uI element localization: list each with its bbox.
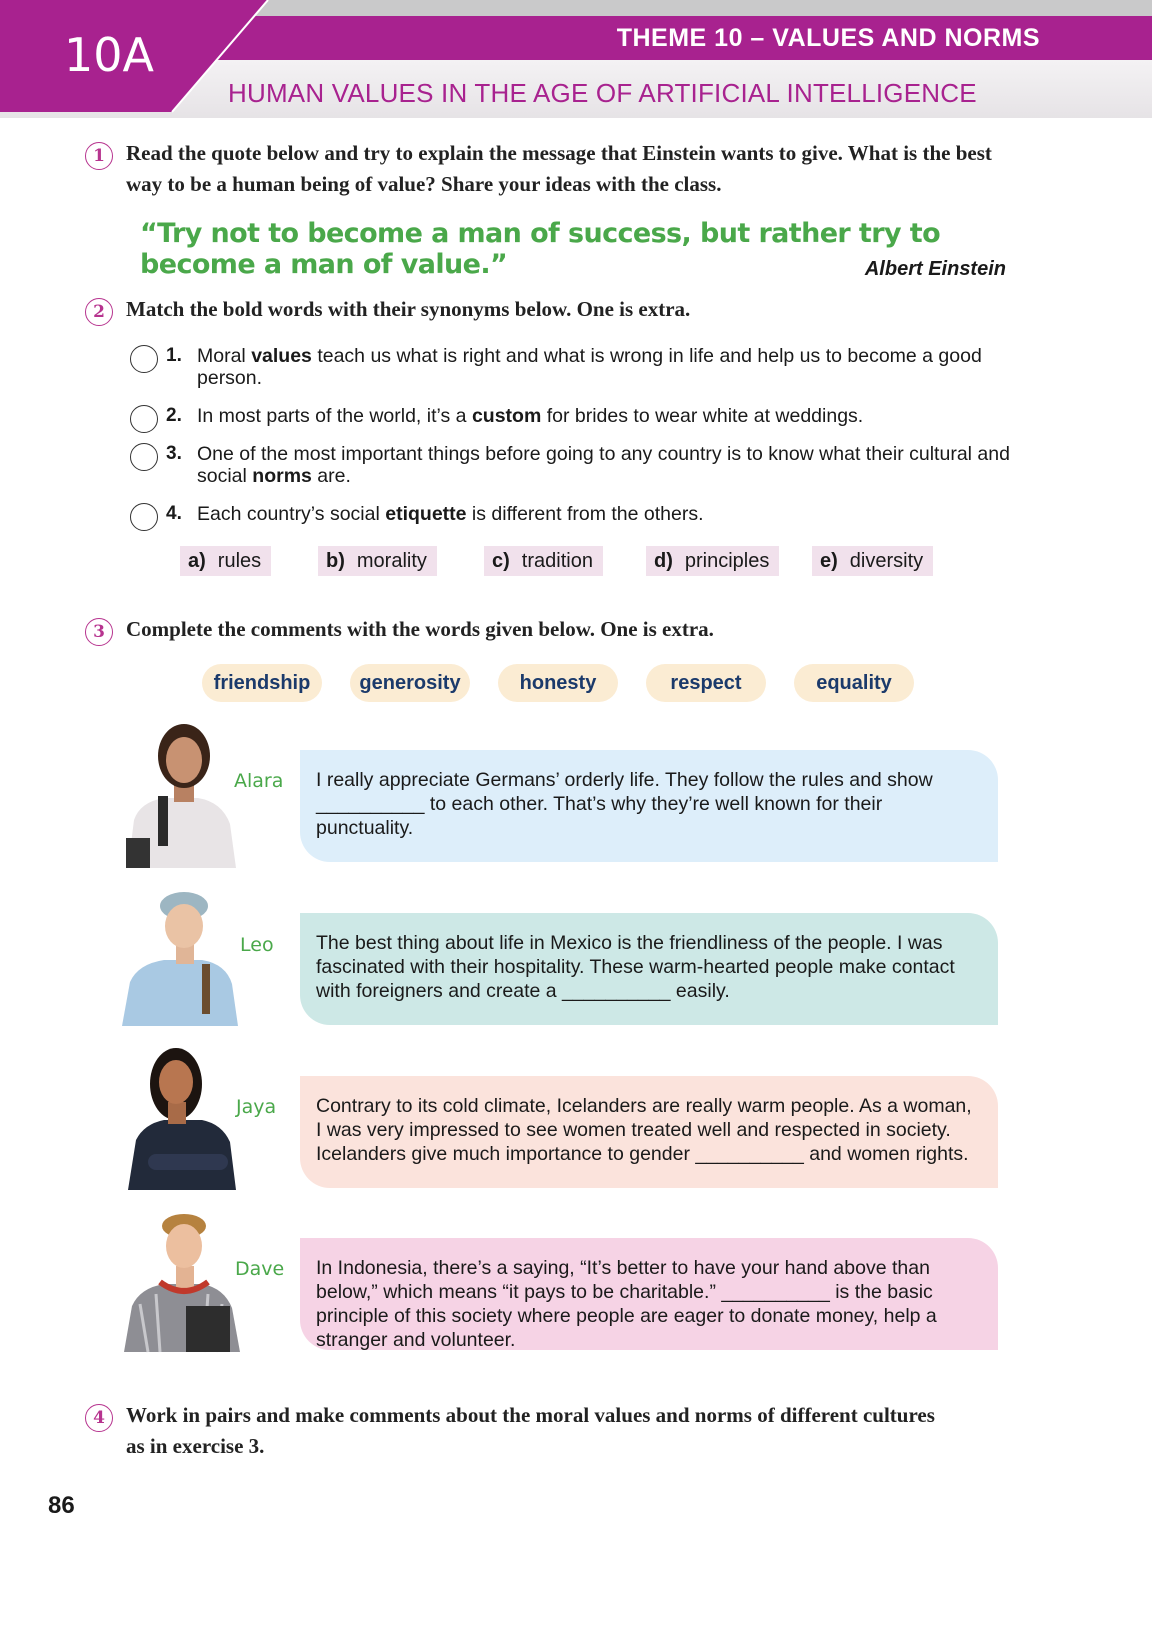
speaker-name: Leo — [240, 934, 274, 956]
exercise-4-number: 4 — [85, 1404, 113, 1432]
word-chip: honesty — [498, 664, 618, 702]
lesson-subtitle: HUMAN VALUES IN THE AGE OF ARTIFICIAL INTELLIGENCE — [228, 78, 977, 108]
speaker-name: Dave — [235, 1258, 285, 1280]
item-number: 2. — [166, 405, 182, 426]
page-number: 86 — [48, 1492, 75, 1519]
exercise-2-number: 2 — [85, 298, 113, 326]
item-number: 4. — [166, 503, 182, 524]
word-chip: generosity — [350, 664, 470, 702]
synonym-option-a: a) rules — [180, 546, 271, 576]
bold-word: etiquette — [385, 503, 467, 525]
exercise-3-number: 3 — [85, 618, 113, 646]
exercise-1-number: 1 — [85, 142, 113, 170]
item-number: 1. — [166, 345, 182, 366]
exercise-2-instruction: Match the bold words with their synonyms below. One is extra. — [126, 297, 691, 321]
alara-photo — [118, 720, 248, 868]
answer-circle[interactable] — [130, 405, 158, 433]
answer-circle[interactable] — [130, 345, 158, 373]
bold-word: values — [251, 345, 312, 367]
speaker-name: Jaya — [236, 1096, 277, 1118]
comment-bubble: The best thing about life in Mexico is the friendliness of the people. I was fascinated with their hospitality. These warm-hearted people make contact with foreigners and create a __________ easily. — [300, 913, 998, 1025]
bold-word: norms — [252, 465, 312, 487]
exercise-3-instruction: Complete the comments with the words given below. One is extra. — [126, 617, 714, 641]
synonym-option-e: e) diversity — [812, 546, 933, 576]
exercise-1-instruction: Read the quote below and try to explain the message that Einstein wants to give. What is the best way to be a human being of value? Share your ideas with the class. — [126, 141, 992, 196]
answer-circle[interactable] — [130, 443, 158, 471]
leo-photo — [118, 884, 248, 1032]
comment-bubble: I really appreciate Germans’ orderly life. They follow the rules and show __________ to each other. That’s why they’re well known for their punctuality. — [300, 750, 998, 862]
bold-word: custom — [471, 405, 542, 427]
speaker-name: Alara — [234, 770, 284, 792]
item-sentence: In most parts of the world, it’s a custom for brides to wear white at weddings. — [197, 405, 864, 427]
exercise-4-instruction: Work in pairs and make comments about the moral values and norms of different cultures as in exercise 3. — [126, 1403, 935, 1458]
synonym-option-d: d) principles — [646, 546, 779, 576]
synonym-option-c: c) tradition — [484, 546, 603, 576]
quote-author: Albert Einstein — [864, 258, 1006, 280]
item-sentence: Each country’s social etiquette is different from the others. — [197, 503, 704, 525]
synonym-option-b: b) morality — [318, 546, 437, 576]
theme-title: THEME 10 – VALUES AND NORMS — [616, 24, 1040, 52]
comment-bubble: In Indonesia, there’s a saying, “It’s better to have your hand above than below,” which means “it pays to be charitable.” __________ is the basic principle of this society where people are eager to donate money, help a stranger and volunteer. — [300, 1238, 998, 1350]
comment-bubble: Contrary to its cold climate, Icelanders are really warm people. As a woman, I was very impressed to see women treated well and respected in society. Icelanders give much importance to gender __________ and women rights. — [300, 1076, 998, 1188]
word-chip: equality — [794, 664, 914, 702]
item-sentence: Moral values teach us what is right and what is wrong in life and help us to become a good person. — [197, 345, 982, 389]
dave-photo — [118, 1208, 248, 1356]
word-chip: friendship — [202, 664, 322, 702]
jaya-photo — [118, 1044, 248, 1192]
word-chip: respect — [646, 664, 766, 702]
einstein-quote: “Try not to become a man of success, but rather try to become a man of value.” — [140, 218, 941, 280]
unit-number: 10A — [64, 28, 155, 82]
answer-circle[interactable] — [130, 503, 158, 531]
item-sentence: One of the most important things before going to any country is to know what their cultural and social norms are. — [197, 443, 1010, 487]
item-number: 3. — [166, 443, 182, 464]
